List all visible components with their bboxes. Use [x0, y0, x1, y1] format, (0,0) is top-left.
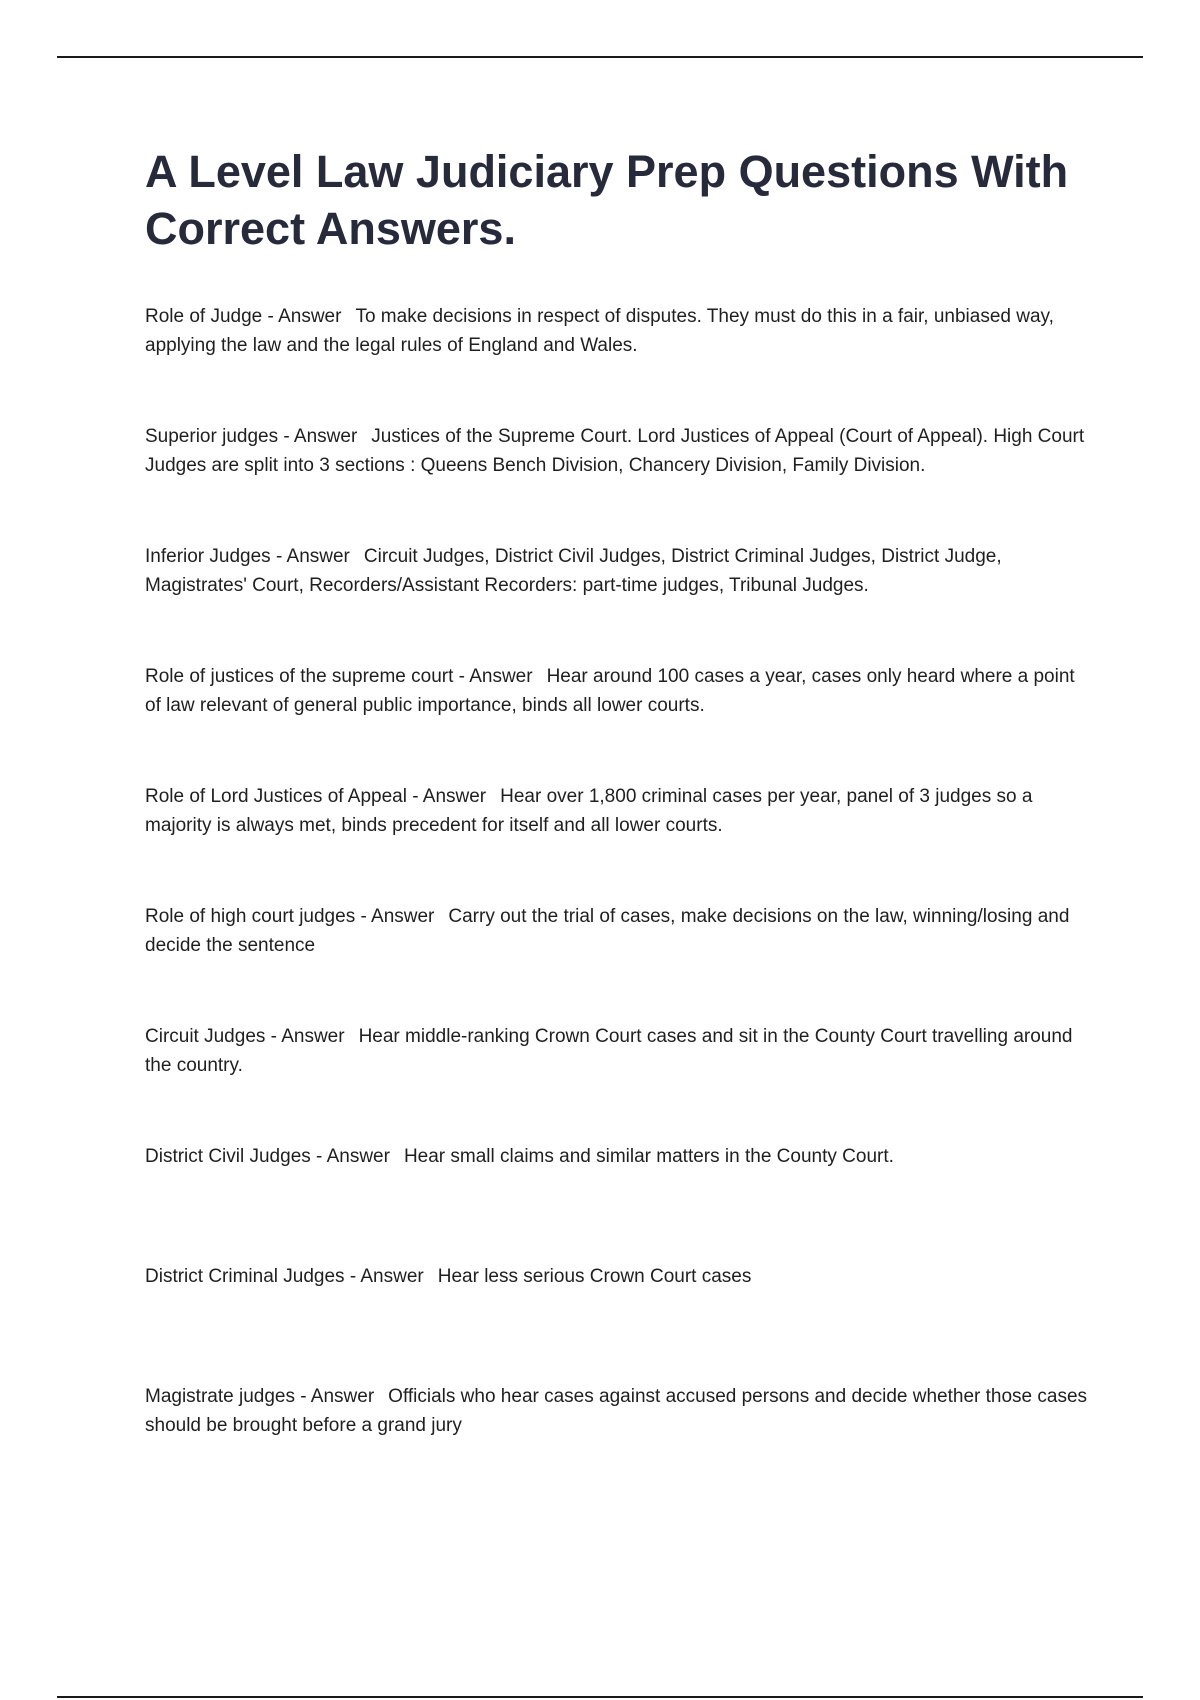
qa-answer: Hear middle-ranking Crown Court cases and sit in the County Court travelling around the country. [145, 1026, 1073, 1076]
bottom-rule [57, 1696, 1143, 1698]
qa-question: District Criminal Judges - Answer [145, 1266, 424, 1287]
qa-question: Magistrate judges - Answer [145, 1386, 375, 1407]
qa-answer: Hear less serious Crown Court cases [437, 1266, 752, 1287]
qa-answer: Circuit Judges, District Civil Judges, District Criminal Judges, District Judge, Magistrates' Court, Recorders/Assistant Recorders: part-time judges, Tribunal Judges. [145, 546, 1002, 596]
qa-list [145, 302, 1095, 1502]
document-title: A Level Law Judiciary Prep Questions With Correct Answers. [145, 146, 1069, 254]
qa-answer: Hear small claims and similar matters in the County Court. [403, 1146, 894, 1167]
qa-question: District Civil Judges - Answer [145, 1146, 390, 1167]
qa-answer: Officials who hear cases against accused persons and decide whether those cases should be brought before a grand jury [145, 1386, 1088, 1436]
qa-answer: Hear over 1,800 criminal cases per year, panel of 3 judges so a majority is always met, binds precedent for itself and all lower courts. [145, 786, 1033, 836]
qa-item [145, 1382, 1095, 1502]
qa-question: Circuit Judges - Answer [145, 1026, 345, 1047]
qa-item [145, 302, 1095, 422]
top-rule [57, 56, 1143, 58]
qa-item [145, 1022, 1095, 1142]
qa-answer: To make decisions in respect of disputes. They must do this in a fair, unbiased way, applying the law and the legal rules of England and Wales. [145, 306, 1054, 356]
qa-question: Role of Judge - Answer [145, 306, 342, 327]
qa-item [145, 422, 1095, 542]
qa-question: Role of Lord Justices of Appeal - Answer [145, 786, 487, 807]
qa-answer: Carry out the trial of cases, make decisions on the law, winning/losing and decide the sentence [145, 906, 1070, 956]
qa-answer: Hear around 100 cases a year, cases only heard where a point of law relevant of general public importance, binds all lower courts. [145, 666, 1075, 716]
qa-question: Inferior Judges - Answer [145, 546, 350, 567]
qa-item [145, 662, 1095, 782]
qa-question: Superior judges - Answer [145, 426, 358, 447]
qa-item [145, 782, 1095, 902]
qa-item [145, 542, 1095, 662]
qa-question: Role of high court judges - Answer [145, 906, 435, 927]
qa-question: Role of justices of the supreme court - Answer [145, 666, 533, 687]
qa-answer: Justices of the Supreme Court. Lord Justices of Appeal (Court of Appeal). High Court Judges are split into 3 sections : Queens Bench Division, Chancery Division, Family Division. [145, 426, 1085, 476]
qa-item [145, 902, 1095, 1022]
qa-item [145, 1262, 1095, 1382]
qa-item [145, 1142, 1095, 1262]
